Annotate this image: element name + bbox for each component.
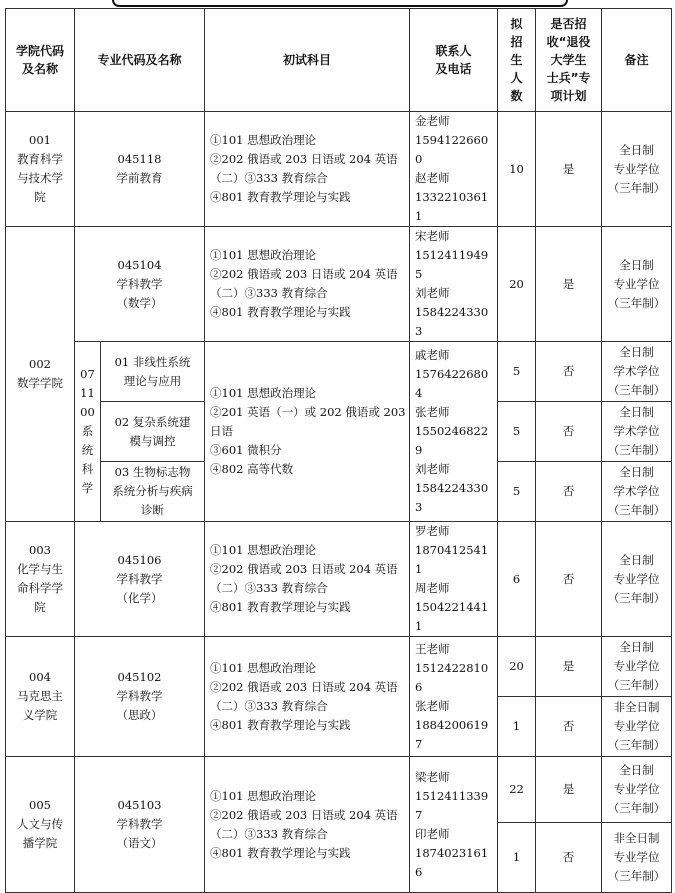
major-cell: 045118 学前教育: [75, 112, 205, 227]
research-direction-cell: 03 生物标志物 系统分析与疾病 诊断: [101, 462, 205, 522]
header-note: 备注: [602, 9, 672, 112]
exam-cell: ①101 思想政治理论 ②202 俄语或 203 日语或 204 英语 （二）③333 教育综合 ④801 教育教学理论与实践: [205, 112, 410, 227]
quota-cell: 5: [498, 462, 536, 522]
quota-cell: 10: [498, 112, 536, 227]
note-cell: 全日制 专业学位 （三年制）: [602, 757, 672, 823]
college-cell: 001 教育科学 与技术学 院: [6, 112, 75, 227]
note-cell: 全日制 专业学位 （三年制）: [602, 227, 672, 342]
note-cell: 非全日制 专业学位 （三年制）: [602, 823, 672, 893]
veteran-cell: 是: [536, 637, 602, 697]
admissions-table: [5, 8, 672, 893]
major-cell: 045104 学科教学 （数学）: [75, 227, 205, 342]
note-cell: 全日制 专业学位 （三年制）: [602, 637, 672, 697]
note-cell: 全日制 专业学位 （三年制）: [602, 522, 672, 637]
header-row: [6, 9, 672, 112]
table-row: [6, 637, 672, 697]
table-row: [6, 757, 672, 823]
veteran-cell: 否: [536, 462, 602, 522]
contact-cell: 梁老师 15124113397 印老师 18740231616: [410, 757, 498, 893]
quota-cell: 1: [498, 823, 536, 893]
veteran-cell: 否: [536, 342, 602, 402]
research-direction-cell: 02 复杂系统建 模与调控: [101, 402, 205, 462]
veteran-cell: 否: [536, 522, 602, 637]
veteran-cell: 否: [536, 823, 602, 893]
quota-cell: 22: [498, 757, 536, 823]
quota-cell: 20: [498, 637, 536, 697]
quota-cell: 6: [498, 522, 536, 637]
note-cell: 非全日制 专业学位 （三年制）: [602, 697, 672, 757]
research-direction-cell: 01 非线性系统 理论与应用: [101, 342, 205, 402]
quota-cell: 5: [498, 342, 536, 402]
note-cell: 全日制 学术学位 （三年制）: [602, 462, 672, 522]
veteran-cell: 否: [536, 697, 602, 757]
header-veteran: 是否招 收“退役 大学生 士兵”专 项计划: [536, 9, 602, 112]
header-major: 专业代码及名称: [75, 9, 205, 112]
veteran-cell: 是: [536, 757, 602, 823]
veteran-cell: 是: [536, 112, 602, 227]
table-row: [6, 342, 672, 402]
college-cell: 005 人文与传 播学院: [6, 757, 75, 893]
major-cell: 045102 学科教学 （思政）: [75, 637, 205, 757]
quota-cell: 20: [498, 227, 536, 342]
college-cell: 003 化学与生 命科学学 院: [6, 522, 75, 637]
exam-cell: ①101 思想政治理论 ②202 俄语或 203 日语或 204 英语 （二）③333 教育综合 ④801 教育教学理论与实践: [205, 227, 410, 342]
major-code-cell: 07 11 00 系 统 科 学: [75, 342, 101, 522]
exam-cell: ①101 思想政治理论 ②202 俄语或 203 日语或 204 英语 （二）③333 教育综合 ④801 教育教学理论与实践: [205, 757, 410, 893]
contact-cell: 金老师 15941226600 赵老师 13322103611: [410, 112, 498, 227]
header-quota: 拟 招 生 人 数: [498, 9, 536, 112]
veteran-cell: 否: [536, 402, 602, 462]
contact-cell: 罗老师 18704125411 周老师 15042214411: [410, 522, 498, 637]
note-cell: 全日制 学术学位 （三年制）: [602, 342, 672, 402]
header-contact: 联系人 及电话: [410, 9, 498, 112]
major-cell: 045103 学科教学 （语文）: [75, 757, 205, 893]
college-cell: 002 数学学院: [6, 227, 75, 522]
quota-cell: 1: [498, 697, 536, 757]
top-rounded-box: [112, 0, 568, 7]
table-row: [6, 112, 672, 227]
major-cell: 045106 学科教学 （化学）: [75, 522, 205, 637]
header-exam: 初试科目: [205, 9, 410, 112]
contact-cell: 宋老师 15124119495 刘老师 15842243303: [410, 227, 498, 342]
note-cell: 全日制 专业学位 （三年制）: [602, 112, 672, 227]
header-college: 学院代码 及名称: [6, 9, 75, 112]
exam-cell: ①101 思想政治理论 ②202 俄语或 203 日语或 204 英语 （二）③333 教育综合 ④801 教育教学理论与实践: [205, 637, 410, 757]
exam-cell: ①101 思想政治理论 ②201 英语（一）或 202 俄语或 203 日语 ③601 微积分 ④802 高等代数: [205, 342, 410, 522]
exam-cell: ①101 思想政治理论 ②202 俄语或 203 日语或 204 英语 （二）③333 教育综合 ④801 教育教学理论与实践: [205, 522, 410, 637]
quota-cell: 5: [498, 402, 536, 462]
college-cell: 004 马克思主 义学院: [6, 637, 75, 757]
table-row: [6, 522, 672, 637]
contact-cell: 戚老师 15764226804 张老师 15502468229 刘老师 15842243303: [410, 342, 498, 522]
contact-cell: 王老师 15124228106 张老师 18842006197: [410, 637, 498, 757]
table-row: [6, 227, 672, 342]
veteran-cell: 是: [536, 227, 602, 342]
note-cell: 全日制 学术学位 （三年制）: [602, 402, 672, 462]
